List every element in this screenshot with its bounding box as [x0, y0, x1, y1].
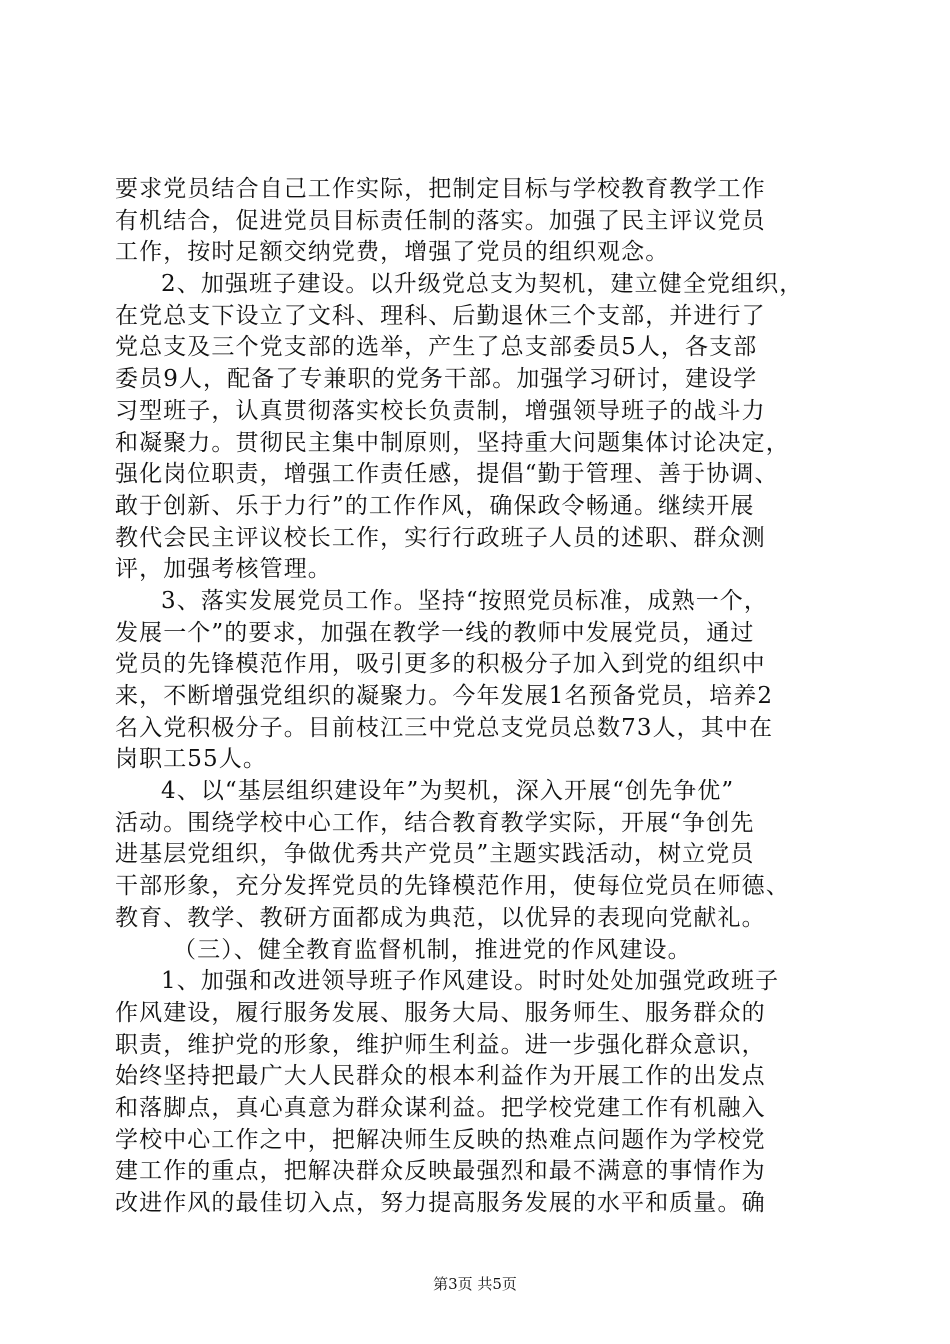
- text-line: 党总支及三个党支部的选举，产生了总支部委员5人，各支部: [115, 334, 758, 361]
- text-line: 名入党积极分子。目前枝江三中党总支党员总数73人，其中在: [115, 714, 774, 741]
- text-line: 进基层党组织，争做优秀共产党员”主题实践活动，树立党员: [115, 841, 755, 868]
- text-line: 委员9人，配备了专兼职的党务干部。加强学习研讨，建设学: [115, 366, 758, 393]
- text-line: 和凝聚力。贯彻民主集中制原则，坚持重大问题集体讨论决定，: [115, 429, 790, 456]
- section-heading: （三）、健全教育监督机制，推进党的作风建设。: [173, 936, 692, 963]
- text-line: 党员的先锋模范作用，吸引更多的积极分子加入到党的组织中: [115, 651, 766, 678]
- page-number-footer: 第3页 共5页: [433, 1275, 517, 1293]
- text-line: 发展一个”的要求，加强在教学一线的教师中发展党员，通过: [115, 619, 755, 646]
- text-line: 作风建设，履行服务发展、服务大局、服务师生、服务群众的: [115, 999, 766, 1026]
- text-line: 有机结合，促进党员目标责任制的落实。加强了民主评议党员: [115, 207, 766, 234]
- paragraph-start-line: 4、以“基层组织建设年”为契机，深入开展“创先争优”: [161, 778, 735, 805]
- text-line: 敢于创新、乐于力行”的工作作风，确保政令畅通。继续开展: [115, 492, 755, 519]
- text-line: 干部形象，充分发挥党员的先锋模范作用，使每位党员在师德、: [115, 873, 790, 900]
- text-line: 建工作的重点，把解决群众反映最强烈和最不满意的事情作为: [115, 1158, 766, 1185]
- text-line: 教代会民主评议校长工作，实行行政班子人员的述职、群众测: [115, 524, 766, 551]
- text-line: 评，加强考核管理。: [115, 556, 332, 583]
- paragraph-start-line: 3、落实发展党员工作。坚持“按照党员标准，成熟一个，: [161, 587, 768, 614]
- text-line: 强化岗位职责，增强工作责任感，提倡“勤于管理、善于协调、: [115, 461, 779, 488]
- text-line: 始终坚持把最广大人民群众的根本利益作为开展工作的出发点: [115, 1063, 766, 1090]
- paragraph-start-line: 2、加强班子建设。以升级党总支为契机，建立健全党组织，: [161, 271, 804, 298]
- text-line: 岗职工55人。: [115, 746, 267, 773]
- text-line: 教育、教学、教研方面都成为典范，以优异的表现向党献礼。: [115, 904, 766, 931]
- text-line: 工作，按时足额交纳党费，增强了党员的组织观念。: [115, 239, 670, 266]
- text-line: 来，不断增强党组织的凝聚力。今年发展1名预备党员，培养2: [115, 683, 774, 709]
- text-line: 在党总支下设立了文科、理科、后勤退休三个支部，并进行了: [115, 302, 766, 329]
- text-line: 要求党员结合自己工作实际，把制定目标与学校教育教学工作: [115, 176, 766, 202]
- text-line: 学校中心工作之中，把解决师生反映的热难点问题作为学校党: [115, 1126, 766, 1153]
- text-line: 习型班子，认真贯彻落实校长负责制，增强领导班子的战斗力: [115, 397, 766, 424]
- text-line: 和落脚点，真心真意为群众谋利益。把学校党建工作有机融入: [115, 1094, 766, 1121]
- document-body: [115, 174, 835, 1220]
- text-line: 改进作风的最佳切入点，努力提高服务发展的水平和质量。确: [115, 1190, 766, 1216]
- paragraph-start-line: 1、加强和改进领导班子作风建设。时时处处加强党政班子: [161, 968, 780, 995]
- text-line: 职责，维护党的形象，维护师生利益。进一步强化群众意识，: [115, 1031, 766, 1058]
- text-line: 活动。围绕学校中心工作，结合教育教学实际，开展“争创先: [115, 809, 755, 836]
